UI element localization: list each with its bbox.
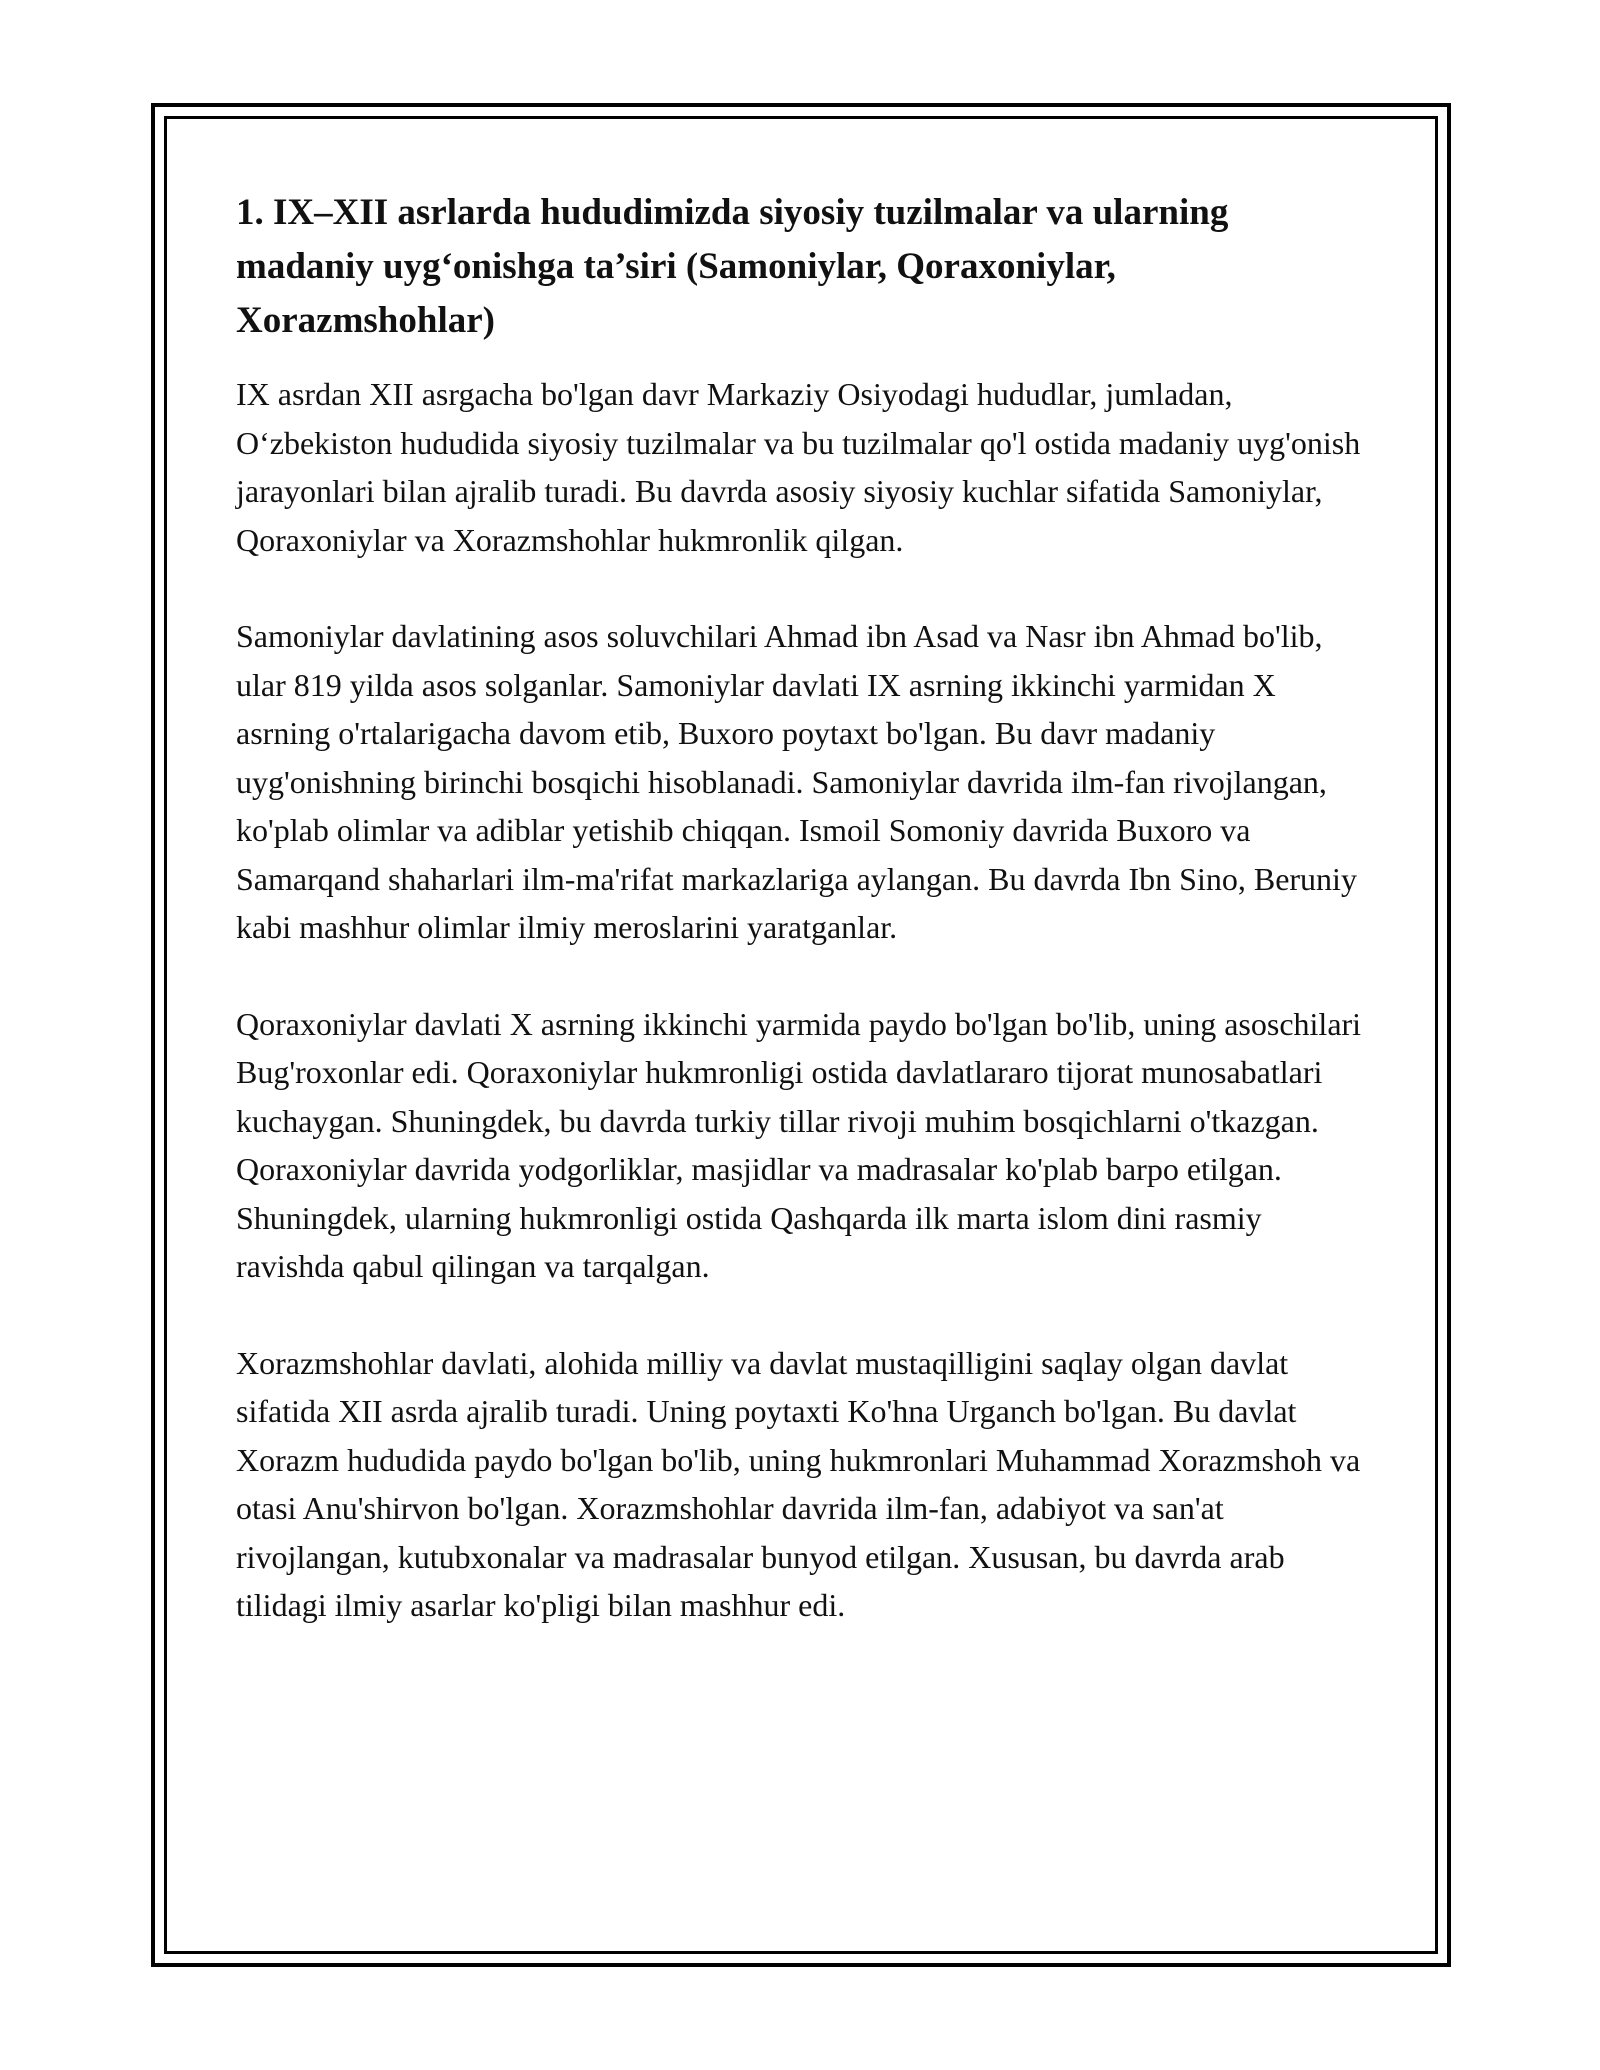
paragraph-samoniylar: Samoniylar davlatining asos soluvchilari Ahmad ibn Asad va Nasr ibn Ahmad bo'lib, ular 819 yilda asos solganlar. Samoniylar davlati IX asrning ikkinchi yarmidan X asrning o'rtalarigacha davom etib, Buxoro poytaxt bo'lgan. Bu davr madaniy uyg'onishning birinchi bosqichi hisoblanadi. Samoniylar davrida ilm-fan rivojlangan, ko'plab olimlar va adiblar yetishib chiqqan. Ismoil Somoniy davrida Buxoro va Samarqand shaharlari ilm-ma'rifat markazlariga aylangan. Bu davrda Ibn Sino, Beruniy kabi mashhur olimlar ilmiy meroslarini yaratganlar. bbox=[236, 618, 1357, 945]
section-title: 1. IX–XII asrlarda hududimizda siyosiy tuzilmalar va ularning madaniy uyg‘onishga ta’siri (Samoniylar, Qoraxoniylar, Xorazmshohlar) bbox=[236, 192, 1229, 341]
paragraph-intro: IX asrdan XII asrgacha bo'lgan davr Markaziy Osiyodagi hududlar, jumladan, O‘zbekiston hududida siyosiy tuzilmalar va bu tuzilmalar qo'l ostida madaniy uyg'onish jarayonlari bilan ajralib turadi. Bu davrda asosiy siyosiy kuchlar sifatida Samoniylar, Qoraxoniylar va Xorazmshohlar hukmronlik qilgan. bbox=[236, 376, 1361, 558]
paragraph-xorazmshohlar: Xorazmshohlar davlati, alohida milliy va davlat mustaqilligini saqlay olgan davlat sifatida XII asrda ajralib turadi. Uning poytaxti Ko'hna Urganch bo'lgan. Bu davlat Xorazm hududida paydo bo'lgan bo'lib, uning hukmronlari Muhammad Xorazmshoh va otasi Anu'shirvon bo'lgan. Xorazmshohlar davrida ilm-fan, adabiyot va san'at rivojlangan, kutubxonalar va madrasalar bunyod etilgan. Xususan, bu davrda arab tilidagi ilmiy asarlar ko'pligi bilan mashhur edi. bbox=[236, 1344, 1361, 1623]
document-body bbox=[236, 186, 1372, 1678]
paragraph-qoraxoniylar: Qoraxoniylar davlati X asrning ikkinchi yarmida paydo bo'lgan bo'lib, uning asoschilari Bug'roxonlar edi. Qoraxoniylar hukmronligi ostida davlatlararo tijorat munosabatlari kuchaygan. Shuningdek, bu davrda turkiy tillar rivoji muhim bosqichlarni o'tkazgan. Qoraxoniylar davrida yodgorliklar, masjidlar va madrasalar ko'plab barpo etilgan. Shuningdek, ularning hukmronligi ostida Qashqarda ilk marta islom dini rasmiy ravishda qabul qilingan va tarqalgan. bbox=[236, 1005, 1362, 1284]
